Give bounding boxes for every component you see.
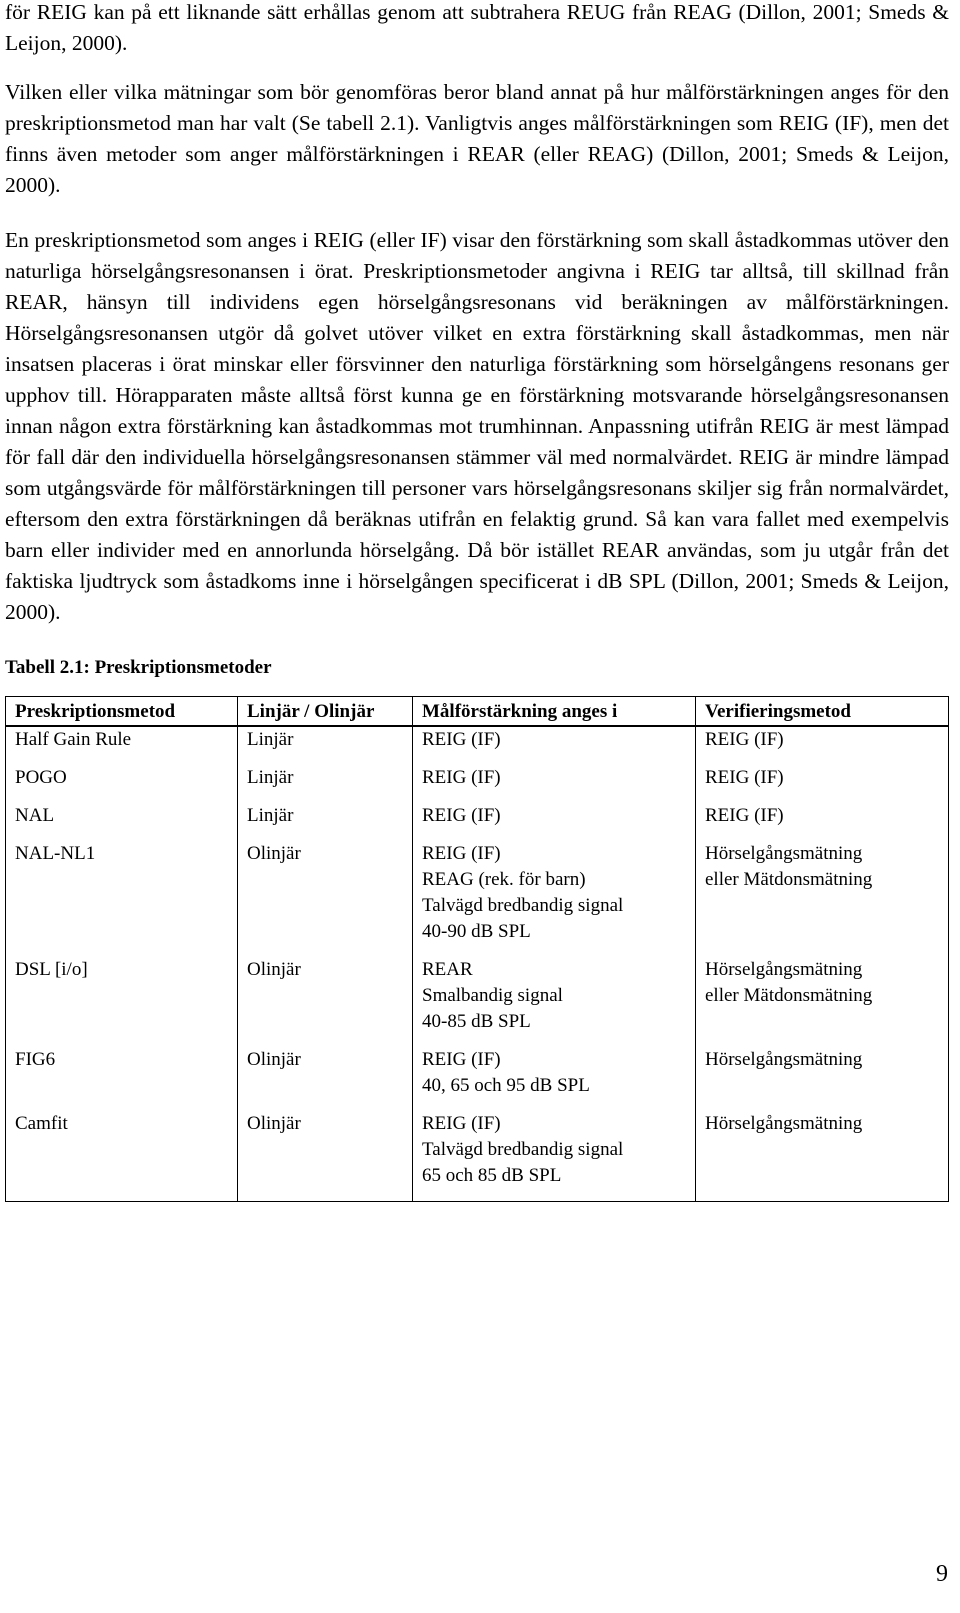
cell-method: DSL [i/o] — [6, 957, 238, 1047]
header-target-gain: Målförstärkning anges i — [413, 697, 696, 727]
document-page — [5, 0, 949, 1202]
header-linearity: Linjär / Olinjär — [238, 697, 413, 727]
header-method: Preskriptionsmetod — [6, 697, 238, 727]
page-number: 9 — [936, 1561, 948, 1587]
prescription-methods-table — [5, 696, 949, 1202]
cell-verification: Hörselgångsmätning — [696, 1047, 949, 1111]
table-row — [6, 803, 949, 841]
cell-linearity: Olinjär — [238, 1111, 413, 1202]
cell-linearity: Olinjär — [238, 957, 413, 1047]
table-row — [6, 726, 949, 765]
cell-linearity: Olinjär — [238, 1047, 413, 1111]
cell-target-gain: REIG (IF) — [413, 726, 696, 765]
cell-verification: Hörselgångsmätning — [696, 1111, 949, 1202]
cell-target-gain: REIG (IF) REAG (rek. för barn) Talvägd bredbandig signal 40-90 dB SPL — [413, 841, 696, 957]
cell-target-gain: REAR Smalbandig signal 40-85 dB SPL — [413, 957, 696, 1047]
table-row — [6, 1111, 949, 1202]
cell-method: POGO — [6, 765, 238, 803]
cell-linearity: Linjär — [238, 726, 413, 765]
cell-target-gain: REIG (IF) — [413, 803, 696, 841]
table-header-row — [6, 697, 949, 727]
cell-linearity: Linjär — [238, 765, 413, 803]
table-caption: Tabell 2.1: Preskriptionsmetoder — [5, 657, 272, 678]
paragraph-3: En preskriptionsmetod som anges i REIG (eller IF) visar den förstärkning som skall åstadkommas utöver den naturliga hörselgångsresonansen i örat. Preskriptionsmetoder angivna i REIG tar alltså, till skillnad från REAR, hänsyn till individens egen hörselgångsresonans vid beräkningen av målförstärkningen. Hörselgångsresonansen utgör då golvet utöver vilket en extra förstärkning skall åstadkommas, men när insatsen placeras i örat minskar eller försvinner den naturliga förstärkning som hörselgångens resonans ger upphov till. Hörapparaten måste alltså först kunna ge en förstärkning motsvarande hörselgångsresonansen innan någon extra förstärkning kan åstadkommas mot trumhinnan. Anpassning utifrån REIG är mest lämpad för fall där den individuella hörselgångsresonansen stämmer väl med normalvärdet. REIG är mindre lämpad som utgångsvärde för målförstärkningen till personer vars hörselgångsresonans skiljer sig från normalvärdet, eftersom den extra förstärkningen då beräknas utifrån en felaktig grund. Så kan vara fallet med exempelvis barn eller individer med en annorlunda hörselgång. Då bör istället REAR användas, som ju utgår från det faktiska ljudtryck som åstadkoms inne i hörselgången specificerat i dB SPL (Dillon, 2001; Smeds & Leijon, 2000). — [5, 228, 949, 624]
cell-verification: REIG (IF) — [696, 726, 949, 765]
cell-verification: Hörselgångsmätning eller Mätdonsmätning — [696, 841, 949, 957]
cell-linearity: Olinjär — [238, 841, 413, 957]
table-row — [6, 841, 949, 957]
header-verification: Verifieringsmetod — [696, 697, 949, 727]
cell-target-gain: REIG (IF) 40, 65 och 95 dB SPL — [413, 1047, 696, 1111]
cell-target-gain: REIG (IF) — [413, 765, 696, 803]
cell-method: NAL-NL1 — [6, 841, 238, 957]
table-row — [6, 957, 949, 1047]
cell-linearity: Linjär — [238, 803, 413, 841]
cell-verification: REIG (IF) — [696, 803, 949, 841]
cell-verification: Hörselgångsmätning eller Mätdonsmätning — [696, 957, 949, 1047]
paragraph-1: för REIG kan på ett liknande sätt erhållas genom att subtrahera REUG från REAG (Dillon, 2001; Smeds & Leijon, 2000). — [5, 0, 949, 55]
cell-method: NAL — [6, 803, 238, 841]
cell-target-gain: REIG (IF) Talvägd bredbandig signal 65 och 85 dB SPL — [413, 1111, 696, 1202]
table-row — [6, 1047, 949, 1111]
table-row — [6, 765, 949, 803]
cell-method: Half Gain Rule — [6, 726, 238, 765]
cell-method: Camfit — [6, 1111, 238, 1202]
paragraph-2: Vilken eller vilka mätningar som bör genomföras beror bland annat på hur målförstärkningen anges för den preskriptionsmetod man har valt (Se tabell 2.1). Vanligtvis anges målförstärkningen som REIG (IF), men det finns även metoder som anger målförstärkningen i REAR (eller REAG) (Dillon, 2001; Smeds & Leijon, 2000). — [5, 80, 949, 197]
cell-verification: REIG (IF) — [696, 765, 949, 803]
cell-method: FIG6 — [6, 1047, 238, 1111]
